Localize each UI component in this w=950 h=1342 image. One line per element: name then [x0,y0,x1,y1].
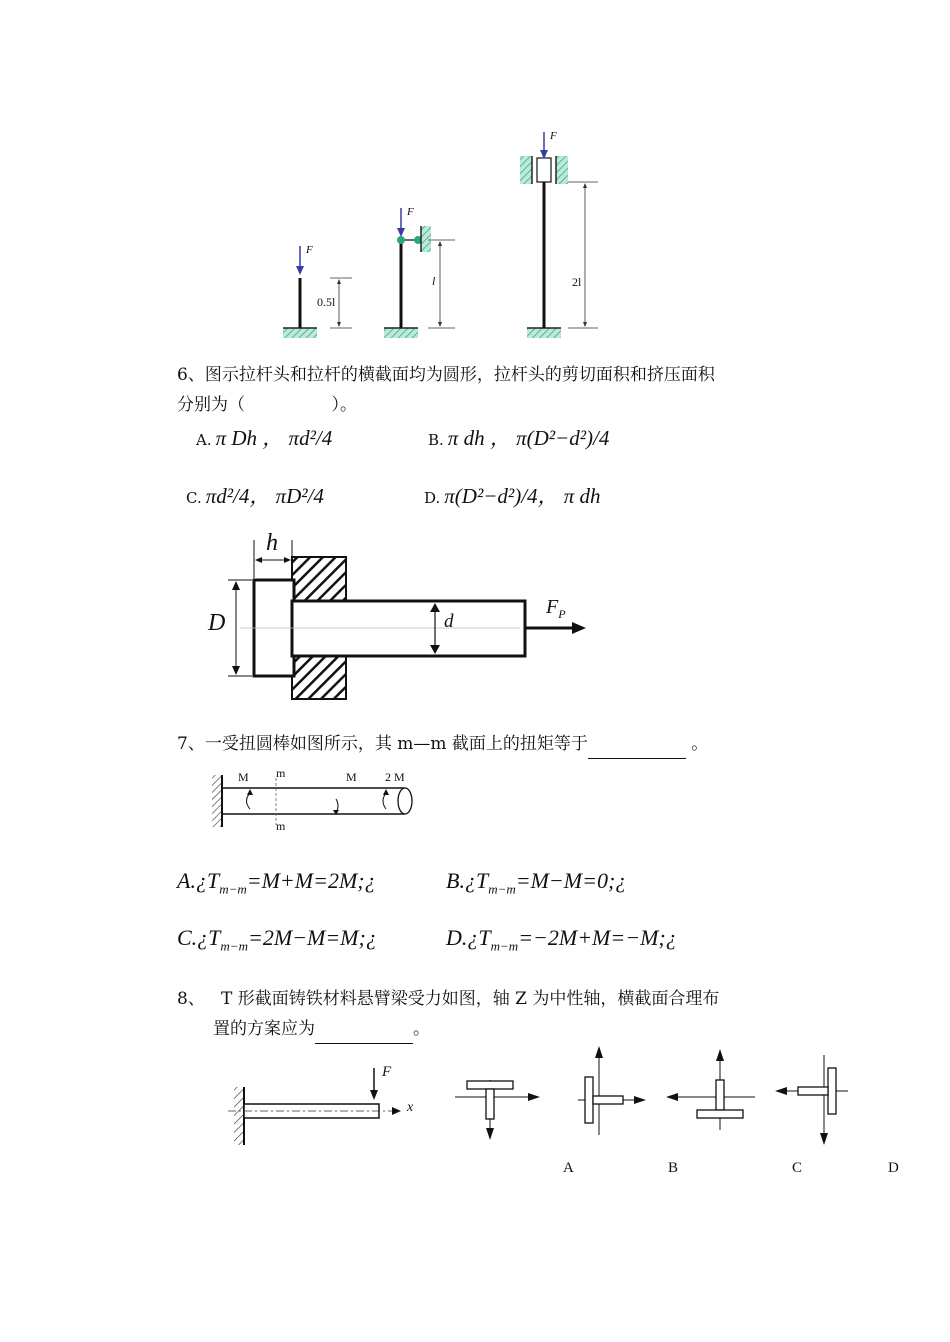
q6-line2: 分别为（ ）。 [177,395,357,415]
q8-choice-a: A [563,1160,574,1176]
q8-cantilever [228,1068,401,1145]
q7-option-a: $A.¿T_{m-m}=M+M=2M;¿$ [177,868,376,897]
q8-choice-c: C [792,1160,803,1176]
q8-x-label: x [407,1100,414,1115]
q6-F-label: $F_P$ [546,596,566,621]
q7-option-d: $D.¿T_{m-m}=-2M+M=-M;¿$ [446,925,677,954]
q6-d-label: d [444,611,454,632]
q6-option-b-letter: B. [428,431,444,449]
q6-option-d-expr: π(D²−d²)/4， π dh [444,484,601,508]
q6-D-label: D [208,610,226,636]
q8-choice-b: B [668,1160,679,1176]
q7-M2: M [346,770,357,784]
q7-m-top: m [276,766,286,780]
q8-section-a [455,1080,540,1140]
length-label-1: 0.5l [317,295,336,309]
q8-section-b [578,1046,646,1135]
force-label-2: F [407,206,414,218]
q6-h-label: h [266,530,278,556]
q7-m-bottom: m [276,819,286,833]
force-label-3: F [550,130,557,142]
q7-text: 7、一受扭圆棒如图所示，其 m—m 截面上的扭矩等于 。 [177,729,708,759]
q8-section-d [775,1055,848,1145]
q6-option-b-expr: π dh ， π(D²−d²)/4 [447,426,610,450]
q6-option-c-letter: C. [186,489,202,507]
q6-option-c-expr: πd²/4， πD²/4 [205,484,324,508]
q7-option-b: $B.¿T_{m-m}=M-M=0;¿$ [446,868,627,897]
q6-option-a-expr: π Dh ， πd²/4 [215,426,333,450]
q6-line1: 6、图示拉杆头和拉杆的横截面均为圆形，拉杆头的剪切面积和挤压面积 [177,365,715,385]
length-label-2: l [432,274,436,288]
force-label-1: F [306,244,313,256]
q7-option-c: $C.¿T_{m-m}=2M-M=M;¿$ [177,925,377,954]
q7-M1: M [238,770,249,784]
length-label-3: 2l [572,275,582,289]
q6-option-d-letter: D. [424,489,441,507]
q8-line1: 8、 T 形截面铸铁材料悬臂梁受力如图，轴 Z 为中性轴，横截面合理布 [177,989,720,1009]
q8-section-c [666,1049,755,1130]
q6-option-a-letter: A. [196,431,212,449]
q7-M3: 2 M [385,770,405,784]
q8-line2: 置的方案应为 。 [213,1014,430,1044]
q8-F-label: F [382,1064,392,1080]
q8-choice-d: D [888,1160,899,1176]
